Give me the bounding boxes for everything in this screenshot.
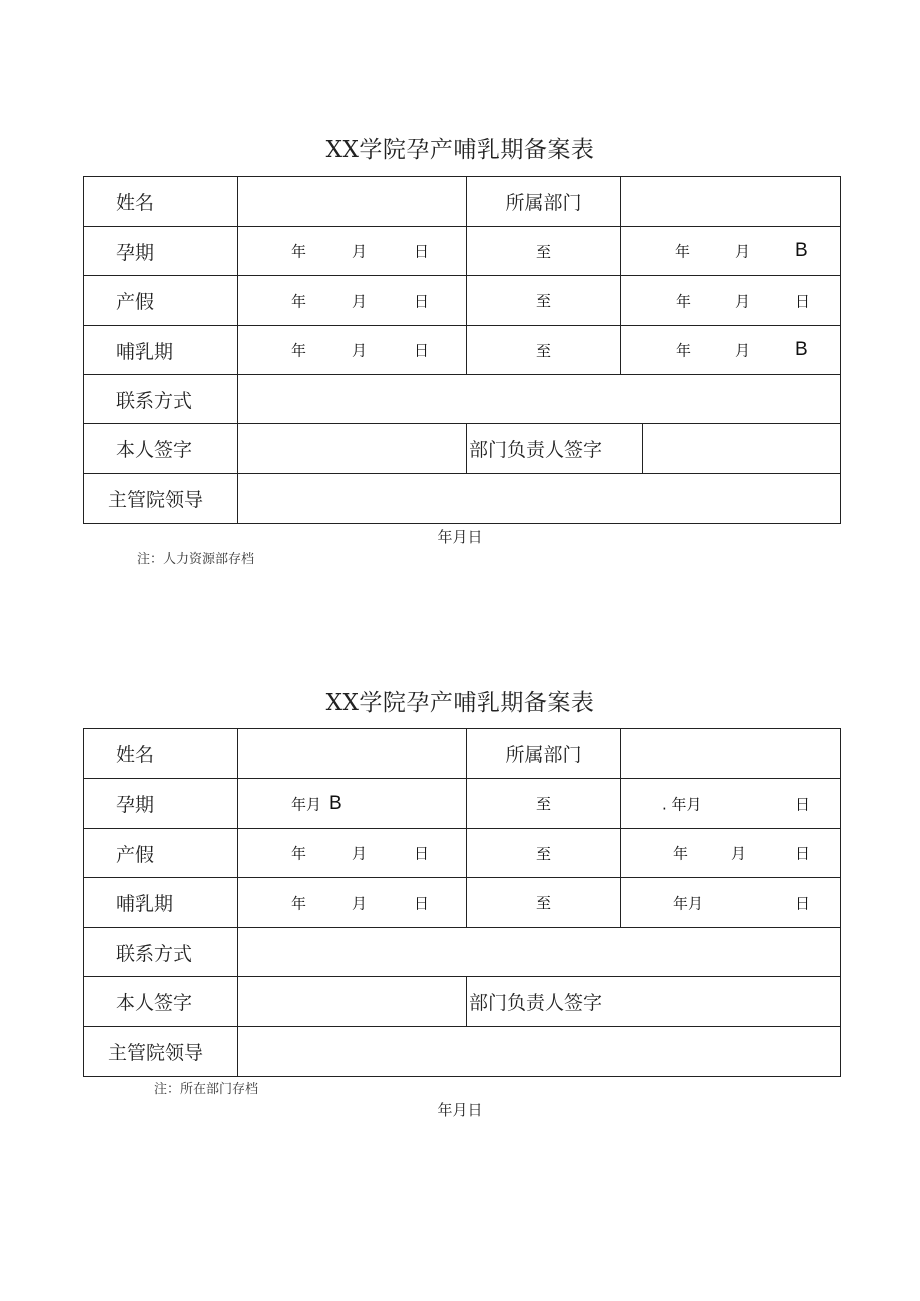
self-sign-field[interactable]: [238, 977, 467, 1027]
contact-label: 联系方式: [84, 928, 238, 977]
pregnancy-end-date[interactable]: [621, 779, 841, 829]
month-text: 月: [352, 341, 368, 360]
dept-field[interactable]: [621, 177, 841, 227]
year-text: 年: [291, 894, 307, 912]
month-text: 月: [352, 894, 368, 912]
form1-footer-date: 年月日: [437, 528, 483, 546]
to-text: 至: [467, 878, 621, 928]
name-field[interactable]: [238, 177, 467, 227]
day-text: 日: [795, 795, 811, 813]
month-text: 月: [735, 242, 751, 261]
pregnancy-start-date[interactable]: [238, 227, 467, 276]
month-text: 月: [352, 242, 368, 261]
day-text: 日: [414, 894, 430, 912]
form1-table: [83, 176, 841, 524]
leader-field[interactable]: [238, 1027, 841, 1077]
year-month-text: 年月: [673, 894, 704, 912]
leave-end-date[interactable]: [621, 829, 841, 878]
day-b-text: B: [329, 792, 342, 814]
maternity-leave-label: 产假: [84, 829, 238, 878]
dept-head-sign-field[interactable]: [643, 424, 841, 474]
year-month-text: 年月: [291, 795, 322, 813]
year-text: 年: [291, 292, 307, 310]
self-sign-label: 本人签字: [84, 424, 238, 474]
pregnancy-start-date[interactable]: [238, 779, 467, 829]
year-text: 年: [676, 341, 692, 360]
to-text: 至: [467, 829, 621, 878]
dept-head-sign-label: 部门负责人签字: [467, 424, 643, 474]
contact-field[interactable]: [238, 928, 841, 977]
form2-table: [83, 728, 841, 1077]
year-text: 年: [676, 292, 692, 310]
contact-field[interactable]: [238, 375, 841, 424]
year-text: 年: [673, 844, 689, 863]
pregnancy-end-date[interactable]: [621, 227, 841, 276]
dept-field[interactable]: [621, 729, 841, 779]
leave-end-date[interactable]: [621, 276, 841, 326]
dept-head-sign-label: 部门负责人签字: [469, 992, 603, 1014]
day-text: 日: [414, 341, 430, 360]
maternity-leave-label: 产假: [84, 276, 238, 326]
month-text: 月: [735, 292, 751, 310]
day-text: 日: [414, 292, 430, 310]
to-text: 至: [467, 779, 621, 829]
nursing-end-date[interactable]: [621, 326, 841, 375]
month-text: 月: [352, 844, 368, 863]
form2-footer-date: 年月日: [437, 1101, 483, 1119]
form1-note: 注：人力资源部存档: [137, 552, 255, 567]
leader-label: 主管院领导: [84, 474, 238, 524]
nursing-end-date[interactable]: [621, 878, 841, 928]
to-text: 至: [467, 276, 621, 326]
dept-label: 所属部门: [467, 177, 621, 227]
day-text: 日: [795, 292, 811, 310]
self-sign-label: 本人签字: [84, 977, 238, 1027]
nursing-start-date[interactable]: [238, 326, 467, 375]
contact-label: 联系方式: [84, 375, 238, 424]
form2-note: 注：所在部门存档: [154, 1082, 259, 1097]
day-b-text: B: [795, 339, 808, 360]
dot-year-month-text: . 年月: [662, 795, 702, 813]
name-field[interactable]: [238, 729, 467, 779]
day-b-text: B: [795, 240, 808, 261]
nursing-label: 哺乳期: [84, 326, 238, 375]
dept-label: 所属部门: [467, 729, 621, 779]
leave-start-date[interactable]: [238, 276, 467, 326]
year-text: 年: [291, 341, 307, 360]
day-text: 日: [795, 844, 811, 863]
year-text: 年: [291, 844, 307, 863]
dept-head-sign-cell[interactable]: [467, 977, 841, 1027]
nursing-label: 哺乳期: [84, 878, 238, 928]
name-label: 姓名: [84, 177, 238, 227]
form1-title: XX学院孕产哺乳期备案表: [325, 137, 595, 163]
month-text: 月: [352, 292, 368, 310]
name-label: 姓名: [84, 729, 238, 779]
year-text: 年: [291, 242, 307, 261]
leader-field[interactable]: [238, 474, 841, 524]
pregnancy-label: 孕期: [84, 227, 238, 276]
leader-label: 主管院领导: [84, 1027, 238, 1077]
pregnancy-label: 孕期: [84, 779, 238, 829]
day-text: 日: [795, 894, 811, 912]
month-text: 月: [735, 341, 751, 360]
self-sign-field[interactable]: [238, 424, 467, 474]
form2-title: XX学院孕产哺乳期备案表: [325, 690, 595, 716]
to-text: 至: [467, 326, 621, 375]
year-text: 年: [675, 242, 691, 261]
month-text: 月: [731, 844, 747, 863]
day-text: 日: [414, 844, 430, 863]
day-text: 日: [414, 242, 430, 261]
to-text: 至: [467, 227, 621, 276]
nursing-start-date[interactable]: [238, 878, 467, 928]
leave-start-date[interactable]: [238, 829, 467, 878]
